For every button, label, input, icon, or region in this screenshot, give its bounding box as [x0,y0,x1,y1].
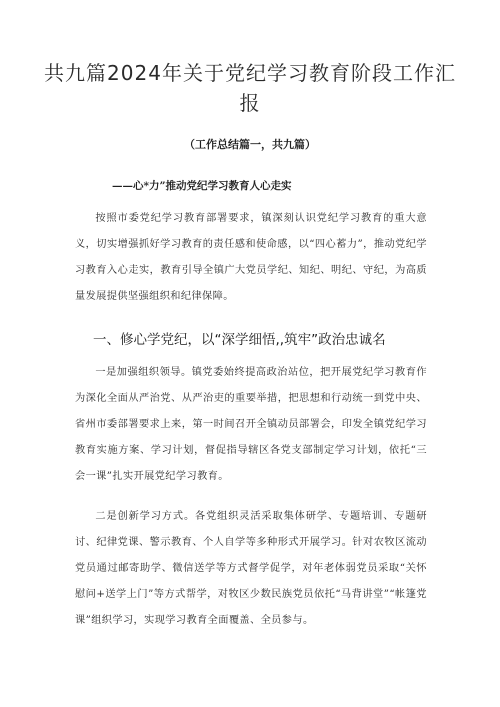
section-heading: 一、修心学党纪，以“深学细悟,,筑牢”政治忠诚名 [93,332,386,348]
document-subtitle: （工作总结篇一，共九篇） [184,138,316,151]
section-paragraph-2: 二是创新学习方式。各党组织灵活采取集体研学、专题培训、专题研讨、纪律党课、警示教育、个人自学等多种形式开展学习。针对农牧区流动党员通过邮寄助学、微信送学等方式督学促学，对年老体弱党员采取“关怀慰问+送学上门”等方式帮学，对牧区少数民族党员依托“马背讲堂”“帐篷党课”组织学习，实现学习教育全面覆盖、全员参与。 [75,511,427,626]
section-paragraph-1: 一是加强组织领导。镇党委始终提高政治站位，把开展党纪学习教育作为深化全面从严治党、从严治吏的重要举措，把思想和行动统一到党中央、省州市委部署要求上来，第一时间召开全镇动员部署会，印发全镇党纪学习教育实施方案、学习计划，督促指导辖区各党支部制定学习计划，依托“三会一课”扎实开展党纪学习教育。 [75,367,427,482]
intro-paragraph: 按照市委党纪学习教育部署要求，镇深刻认识党纪学习教育的重大意义，切实增强抓好学习教育的责任感和使命感，以“四心蓄力”，推动党纪学习教育入心走实，教育引导全镇广大党员学纪、知纪、明纪、守纪，为高质量发展提供坚强组织和纪律保障。 [75,213,427,302]
document-title: 共九篇2024年关于党纪学习教育阶段工作汇报 [44,61,456,115]
document-byline: ——心*力”推动党纪学习教育人心走实 [112,180,292,192]
